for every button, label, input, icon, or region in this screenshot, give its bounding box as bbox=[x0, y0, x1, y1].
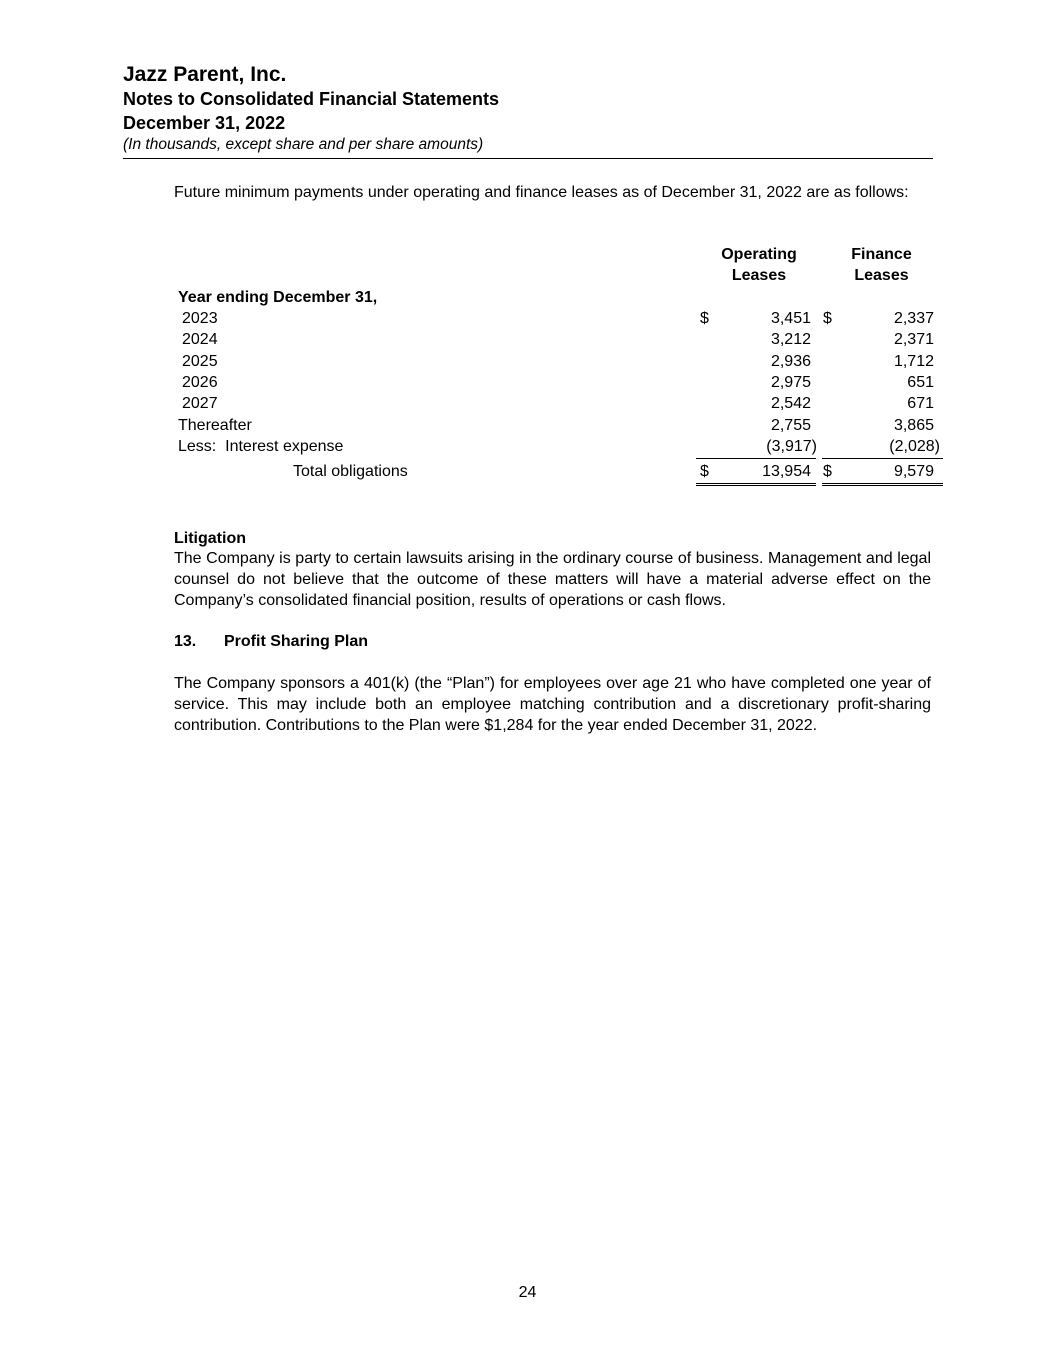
finance-value: 2,337 bbox=[893, 310, 934, 327]
document-title: Notes to Consolidated Financial Statements bbox=[123, 89, 500, 109]
finance-value: (2,028) bbox=[889, 438, 940, 455]
row-label: 2025 bbox=[182, 353, 218, 370]
total-rule-operating bbox=[696, 483, 816, 486]
finance-value: 651 bbox=[907, 374, 934, 391]
company-name: Jazz Parent, Inc. bbox=[123, 63, 287, 86]
page-header bbox=[123, 62, 933, 155]
row-label: 2026 bbox=[182, 374, 218, 391]
section-13-heading bbox=[174, 631, 931, 652]
total-rule-finance bbox=[822, 483, 943, 486]
row-label: Thereafter bbox=[178, 417, 252, 434]
finance-value: 2,371 bbox=[893, 331, 934, 348]
subtotal-rule-finance bbox=[822, 458, 943, 459]
year-ending-label: Year ending December 31, bbox=[178, 289, 378, 306]
intro-paragraph: Future minimum payments under operating and finance leases as of December 31, 2022 are as follows: bbox=[174, 184, 909, 201]
units-note: (In thousands, except share and per share amounts) bbox=[123, 136, 484, 153]
statement-date: December 31, 2022 bbox=[123, 113, 286, 133]
operating-value: 2,936 bbox=[770, 353, 811, 370]
currency-symbol: $ bbox=[823, 310, 832, 327]
total-label: Total obligations bbox=[293, 463, 408, 480]
litigation-heading: Litigation bbox=[174, 530, 246, 547]
section-number: 13. bbox=[174, 633, 197, 650]
finance-value: 3,865 bbox=[893, 417, 934, 434]
litigation-paragraph: The Company is party to certain lawsuits arising in the ordinary course of business. Management and legal counsel do not believe that the outcome of these matters will have a material adverse effect on the Company’s consolidated financial position, results of operations or cash flows. bbox=[174, 550, 931, 609]
operating-value: 2,542 bbox=[770, 395, 811, 412]
profit-sharing-paragraph: The Company sponsors a 401(k) (the “Plan”) for employees over age 21 who have completed one year of service. This may include both an employee matching contribution and a discretionary profit-sharing contribution. Contributions to the Plan were $1,284 for the year ended December 31, 2022. bbox=[174, 675, 931, 734]
row-label: 2024 bbox=[182, 331, 218, 348]
currency-symbol: $ bbox=[823, 463, 832, 480]
finance-header-line2: Leases bbox=[854, 267, 909, 284]
lease-payments-table bbox=[174, 240, 949, 490]
operating-value: 3,212 bbox=[770, 331, 811, 348]
operating-header-line1: Operating bbox=[721, 246, 797, 263]
operating-value: 2,755 bbox=[770, 417, 811, 434]
page-number: 24 bbox=[518, 1284, 537, 1301]
operating-header-line2: Leases bbox=[731, 267, 787, 284]
subtotal-rule-operating bbox=[696, 458, 816, 459]
operating-value: 2,975 bbox=[770, 374, 811, 391]
total-operating-value: 13,954 bbox=[762, 463, 811, 480]
finance-header-line1: Finance bbox=[851, 246, 912, 263]
operating-value: (3,917) bbox=[766, 438, 817, 455]
total-finance-value: 9,579 bbox=[893, 463, 934, 480]
row-label: Less: Interest expense bbox=[178, 438, 344, 455]
finance-value: 671 bbox=[907, 395, 934, 412]
row-label: 2023 bbox=[182, 310, 218, 327]
section-title: Profit Sharing Plan bbox=[224, 633, 369, 650]
header-divider bbox=[123, 158, 933, 159]
finance-value: 1,712 bbox=[893, 353, 934, 370]
operating-value: 3,451 bbox=[770, 310, 811, 327]
currency-symbol: $ bbox=[700, 310, 709, 327]
row-label: 2027 bbox=[182, 395, 218, 412]
currency-symbol: $ bbox=[700, 463, 709, 480]
